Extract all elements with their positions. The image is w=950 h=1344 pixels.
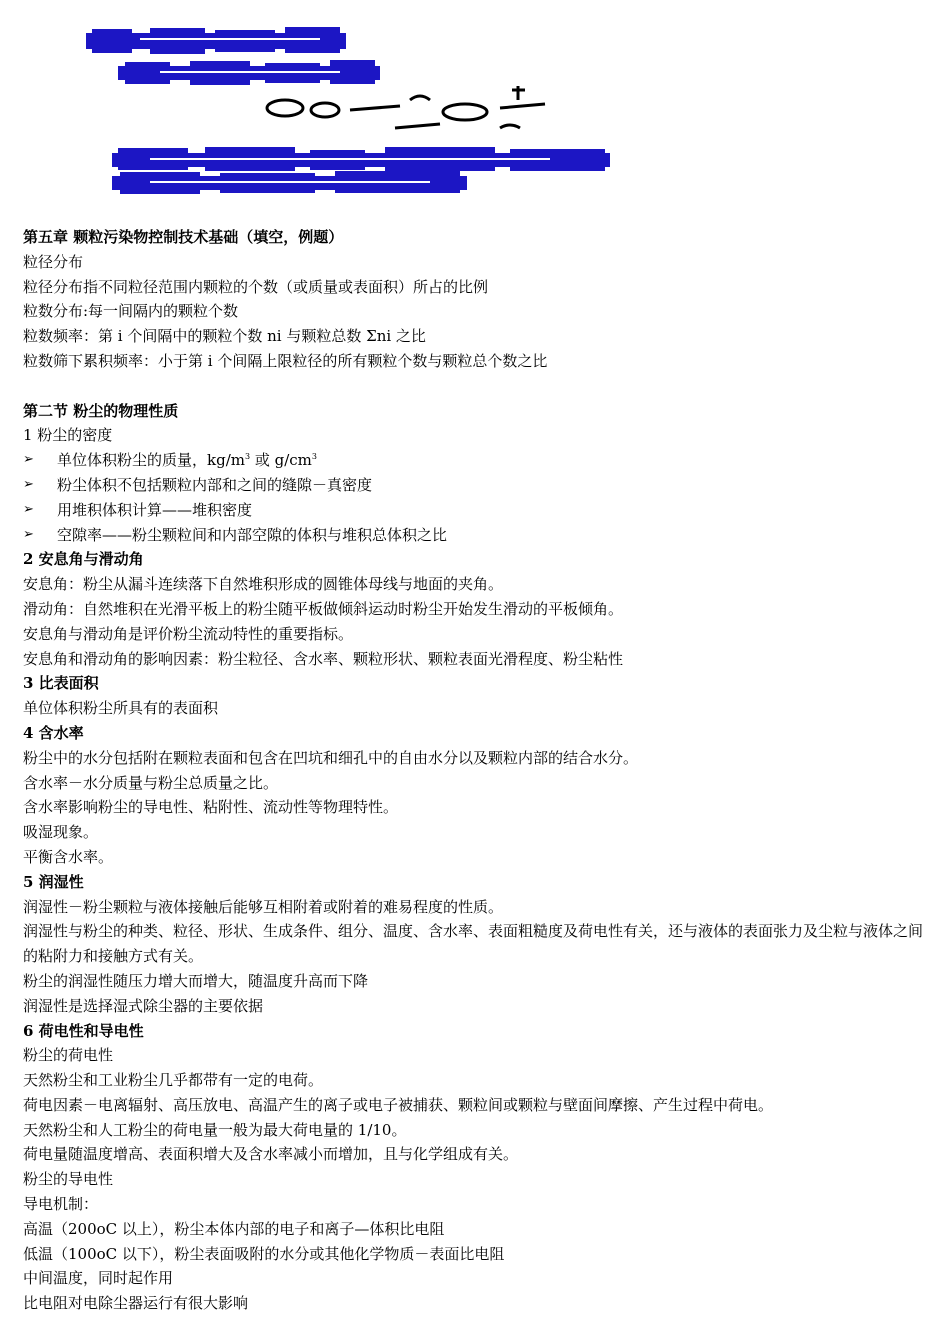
text-line: 粒径分布指不同粒径范围内颗粒的个数（或质量或表面积）所占的比例: [23, 277, 489, 296]
text-line: 粒数分布:每一间隔内的颗粒个数: [23, 302, 239, 321]
bullet-arrow-icon: ➢: [23, 526, 34, 542]
text-line: 吸湿现象。: [23, 823, 99, 842]
text-line: 天然粉尘和人工粉尘的荷电量一般为最大荷电量的 1/10。: [23, 1120, 407, 1139]
bullet-arrow-icon: ➢: [23, 452, 34, 468]
text-line: 导电机制：: [23, 1195, 99, 1214]
bullet-item: [23, 498, 933, 523]
text-line: 含水率影响粉尘的导电性、粘附性、流动性等物理特性。: [23, 798, 399, 817]
text-line: 高温（200oC 以上），粉尘本体内部的电子和离子—体积比电阻: [23, 1219, 445, 1238]
text-line: 润湿性是选择湿式除尘器的主要依据: [23, 996, 264, 1015]
bullet-arrow-icon: ➢: [23, 501, 34, 517]
text-line: 粉尘的导电性: [23, 1170, 114, 1189]
subsection-heading: 2 安息角与滑动角: [23, 550, 144, 569]
bullet-item: [23, 523, 933, 548]
text-line: 安息角与滑动角是评价粉尘流动特性的重要指标。: [23, 624, 354, 643]
chapter-title: 第五章 颗粒污染物控制技术基础（填空，例题）: [23, 228, 344, 246]
text-paragraph: 润湿性与粉尘的种类、粒径、形状、生成条件、组分、温度、含水率、表面粗糙度及荷电性有关，还与液体的表面张力及尘粒与液体之间的粘附力和接触方式有关。: [23, 922, 924, 966]
text-line: 中间温度，同时起作用: [23, 1269, 174, 1288]
text-line: 天然粉尘和工业粉尘几乎都带有一定的电荷。: [23, 1071, 324, 1090]
text-line: 安息角：粉尘从漏斗连续落下自然堆积形成的圆锥体母线与地面的夹角。: [23, 575, 504, 594]
bullet-text: 单位体积粉尘的质量，$kg/m^3$ 或 $g/cm^3$: [57, 451, 317, 470]
text-line: 荷电量随温度增高、表面积增大及含水率减小而增加，且与化学组成有关。: [23, 1145, 519, 1164]
header-artwork: [0, 0, 950, 200]
text-line: 粒数筛下累积频率：小于第 i 个间隔上限粒径的所有颗粒个数与颗粒总个数之比: [23, 351, 548, 370]
text-line: 滑动角：自然堆积在光滑平板上的粉尘随平板做倾斜运动时粉尘开始发生滑动的平板倾角。: [23, 599, 624, 618]
text-line: 平衡含水率。: [23, 847, 114, 866]
text-line: 含水率－水分质量与粉尘总质量之比。: [23, 773, 279, 792]
text-line: 粉尘的荷电性: [23, 1046, 114, 1065]
text-line: 粒径分布: [23, 252, 84, 271]
subsection-heading: 1 粉尘的密度: [23, 426, 113, 445]
header-banner-top: [86, 27, 380, 85]
text-line: 润湿性－粉尘颗粒与液体接触后能够互相附着或附着的难易程度的性质。: [23, 897, 504, 916]
subsection-heading: 5 润湿性: [23, 872, 84, 891]
text-line: 安息角和滑动角的影响因素：粉尘粒径、含水率、颗粒形状、颗粒表面光滑程度、粉尘粘性: [23, 649, 624, 668]
bullet-text: 空隙率——粉尘颗粒间和内部空隙的体积与堆积总体积之比: [57, 525, 448, 544]
bullet-item: [23, 473, 933, 498]
section-title: 第二节 粉尘的物理性质: [23, 401, 179, 420]
bullet-text: 粉尘体积不包括颗粒内部和之间的缝隙－真密度: [57, 475, 373, 494]
header-banner-bottom: [112, 147, 610, 194]
subsection-heading: 4 含水率: [23, 723, 84, 742]
text-line: 荷电因素－电离辐射、高压放电、高温产生的离子或电子被捕获、颗粒间或颗粒与壁面间摩擦、产生过程中荷电。: [23, 1095, 774, 1114]
text-line: 低温（100oC 以下），粉尘表面吸附的水分或其他化学物质－表面比电阻: [23, 1244, 505, 1263]
subsection-heading: 3 比表面积: [23, 674, 99, 693]
text-line: 比电阻对电除尘器运行有很大影响: [23, 1294, 249, 1313]
document-body: [23, 225, 933, 1316]
text-line: 粉尘的润湿性随压力增大而增大，随温度升高而下降: [23, 971, 369, 990]
text-line: 单位体积粉尘所具有的表面积: [23, 699, 219, 718]
blank-line: [23, 374, 933, 399]
text-line: 粉尘中的水分包括附在颗粒表面和包含在凹坑和细孔中的自由水分以及颗粒内部的结合水分。: [23, 748, 639, 767]
header-formula-art: [267, 86, 545, 128]
subsection-heading: 6 荷电性和导电性: [23, 1021, 144, 1040]
bullet-text: 用堆积体积计算——堆积密度: [57, 500, 253, 519]
text-line: 粒数频率：第 i 个间隔中的颗粒个数 ni 与颗粒总数 Σni 之比: [23, 327, 426, 346]
bullet-arrow-icon: ➢: [23, 476, 34, 492]
bullet-item: [23, 448, 933, 473]
